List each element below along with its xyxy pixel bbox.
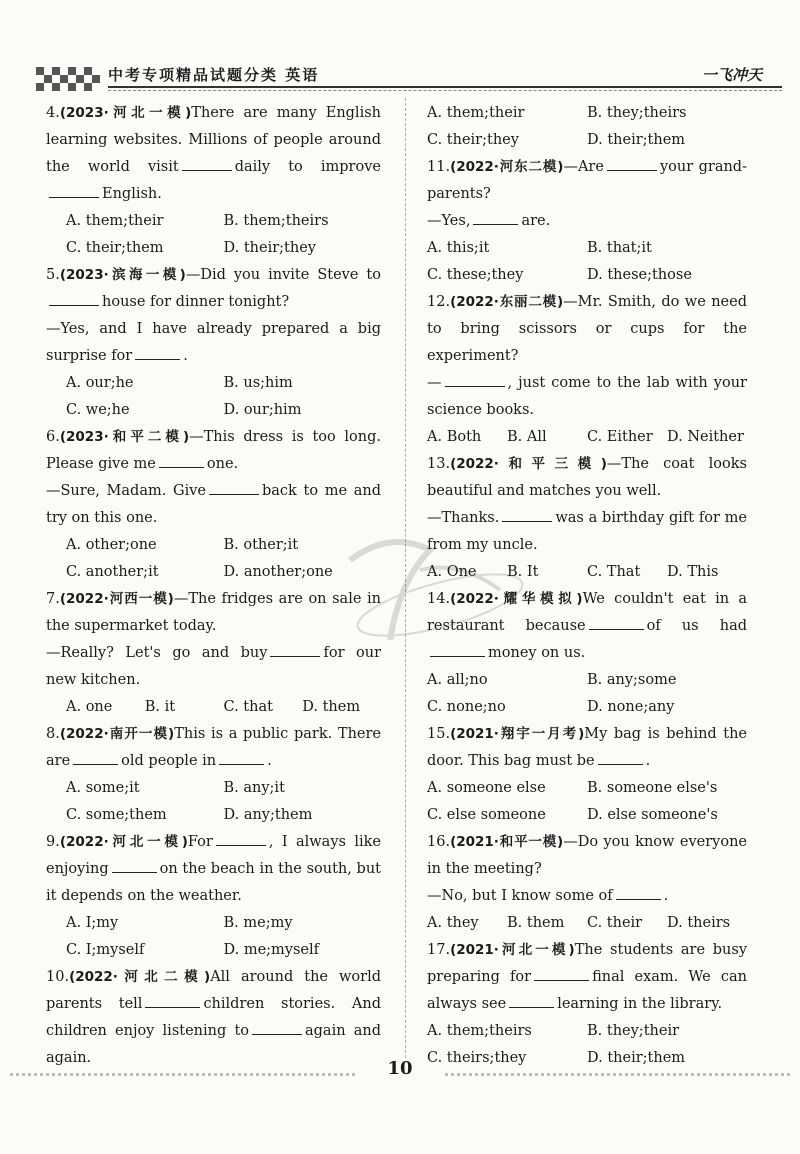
book-title: 中考专项精品试题分类 英语 [108,66,320,84]
option-c[interactable]: C. their;them [66,240,164,256]
option-a[interactable]: A. one [66,699,113,715]
question-7: 7.(2022·河西一模)—The fridges are on sale in the supermarket today. —Really? Let's go and buy for our new kitchen. A. one B. it C. that D. them [46,586,381,721]
option-b[interactable]: B. All [507,429,547,445]
answer-blank[interactable] [219,750,264,765]
option-c[interactable]: C. these;they [427,267,524,283]
option-b[interactable]: B. any;some [587,672,677,688]
option-b[interactable]: B. us;him [223,375,293,391]
answer-blank[interactable] [112,858,157,873]
option-a[interactable]: A. they [427,915,479,931]
question-13: 13.(2022·和平三模)—The coat looks beautiful and matches you well. —Thanks. was a birthday gift for me from my uncle. A. One B. It C. That D. This [427,451,747,586]
option-d[interactable]: D. these;those [587,267,692,283]
watermark-logo-icon [330,520,530,670]
answer-blank[interactable] [616,885,661,900]
option-a[interactable]: A. someone else [427,780,546,796]
option-a[interactable]: A. all;no [427,672,488,688]
option-b[interactable]: B. they;theirs [587,105,687,121]
option-d[interactable]: D. Neither [667,429,744,445]
option-d[interactable]: D. their;they [223,240,316,256]
option-a[interactable]: A. this;it [427,240,490,256]
option-d[interactable]: D. any;them [223,807,313,823]
option-d[interactable]: D. none;any [587,699,675,715]
brand-name: 一飞冲天 [701,66,762,84]
question-8: 8.(2022·南开一模)This is a public park. There are old people in . A. some;it B. any;it C. some;them D. any;them [46,721,381,829]
footer-rule-right [445,1073,790,1076]
option-c[interactable]: C. Either [587,429,653,445]
question-5: 5.(2023·滨海一模)—Did you invite Steve tohouse for dinner tonight? —Yes, and I have already prepared a big surprise for . A. our;he B. us;him C. we;he D. our;him [46,262,381,424]
option-a[interactable]: A. I;my [66,915,119,931]
answer-blank[interactable] [182,156,232,171]
header-rule-dashed [108,90,782,91]
option-d[interactable]: D. another;one [223,564,333,580]
answer-blank[interactable] [159,453,204,468]
option-b[interactable]: B. other;it [223,537,299,553]
option-d[interactable]: D. their;them [587,1050,686,1066]
option-d[interactable]: D. theirs [667,915,731,931]
answer-blank[interactable] [509,993,554,1008]
option-c[interactable]: C. else someone [427,807,546,823]
answer-blank[interactable] [534,966,589,981]
option-d[interactable]: D. else someone's [587,807,718,823]
page-number: 10 [387,1058,413,1079]
header-rule [108,86,782,88]
option-a[interactable]: A. them;their [427,105,525,121]
answer-blank[interactable] [445,372,505,387]
option-b[interactable]: B. me;my [223,915,293,931]
footer-rule-left [10,1073,355,1076]
option-d[interactable]: D. our;him [223,402,302,418]
option-d[interactable]: D. them [302,699,361,715]
option-b[interactable]: B. them [507,915,565,931]
option-a[interactable]: A. them;their [66,213,164,229]
answer-blank[interactable] [252,1020,302,1035]
question-15: 15.(2021·翔宇一月考)My bag is behind the door. This bag must be . A. someone else B. someone else's C. else someone D. else someone's [427,721,747,829]
answer-blank[interactable] [598,750,643,765]
option-b[interactable]: B. them;theirs [223,213,329,229]
option-b[interactable]: B. it [144,699,176,715]
option-a[interactable]: A. One [427,564,477,580]
option-c[interactable]: C. some;them [66,807,167,823]
option-b[interactable]: B. someone else's [587,780,718,796]
option-c[interactable]: C. another;it [66,564,159,580]
option-a[interactable]: A. other;one [66,537,157,553]
answer-blank[interactable] [209,480,259,495]
option-a[interactable]: A. Both [427,429,482,445]
option-a[interactable]: A. them;theirs [427,1023,532,1039]
answer-blank[interactable] [49,183,99,198]
answer-blank[interactable] [135,345,180,360]
question-10-options [427,100,747,154]
question-16: 16.(2021·和平一模)—Do you know everyone in the meeting? —No, but I know some of . A. they B. them C. their D. theirs [427,829,747,937]
option-d[interactable]: D. their;them [587,132,686,148]
question-9: 9.(2022·河北一模)For , I always like enjoying on the beach in the south, but it depends on the weather. A. I;my B. me;my C. I;myself D. me;myself [46,829,381,964]
answer-blank[interactable] [607,156,657,171]
option-c[interactable]: C. none;no [427,699,506,715]
answer-blank[interactable] [270,642,320,657]
option-c[interactable]: C. theirs;they [427,1050,527,1066]
answer-blank[interactable] [473,210,518,225]
answer-blank[interactable] [49,291,99,306]
option-b[interactable]: B. they;their [587,1023,680,1039]
option-b[interactable]: B. that;it [587,240,652,256]
question-14: 14.(2022·耀华模拟)We couldn't eat in a restaurant because of us hadmoney on us. A. all;no B. any;some C. none;no D. none;any [427,586,747,721]
answer-blank[interactable] [216,831,266,846]
option-b[interactable]: B. It [507,564,539,580]
answer-blank[interactable] [589,615,644,630]
option-b[interactable]: B. any;it [223,780,285,796]
option-d[interactable]: D. me;myself [223,942,320,958]
checker-logo-icon [36,59,106,91]
question-17: 17.(2021·河北一模)The students are busy preparing for final exam. We can always see learning in the library. A. them;theirs B. they;their C. theirs;they D. their;them [427,937,747,1072]
option-d[interactable]: D. This [667,564,719,580]
option-c[interactable]: C. I;myself [66,942,145,958]
option-a[interactable]: A. our;he [66,375,134,391]
question-12: 12.(2022·东丽二模)—Mr. Smith, do we need to bring scissors or cups for the experiment? — , just come to the lab with your science books. A. Both B. All C. Either D. Neither [427,289,747,451]
option-c[interactable]: C. that [223,699,273,715]
answer-blank[interactable] [73,750,118,765]
option-c[interactable]: C. That [587,564,641,580]
option-c[interactable]: C. their;they [427,132,519,148]
option-c[interactable]: C. we;he [66,402,130,418]
option-c[interactable]: C. their [587,915,643,931]
question-10: 10.(2022·河北二模)All around the world parents tell children stories. And children enjoy listening to again and again. [46,969,382,1066]
page-header [22,55,782,95]
question-6: 6.(2023·和平二模)—This dress is too long. Please give me one. —Sure, Madam. Give back to me and try on this one. A. other;one B. other;it C. another;it D. another;one [46,424,381,586]
answer-blank[interactable] [145,993,200,1008]
question-4: 4.(2023·河北一模)There are many English learning websites. Millions of people around the world visit daily to improveEnglish. A. them;their B. them;theirs C. their;them D. their;they [46,100,381,262]
option-a[interactable]: A. some;it [66,780,140,796]
question-11: 11.(2022·河东二模)—Are your grand-parents? —Yes, are. A. this;it B. that;it C. these;they D. these;those [427,154,747,289]
